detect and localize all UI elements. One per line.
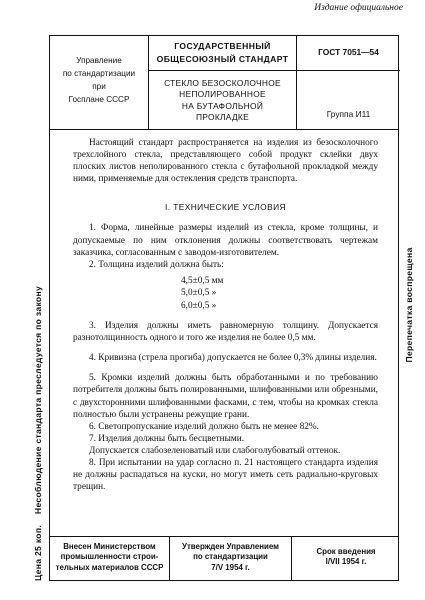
intro-paragraph: Настоящий стандарт распространяется на изделия из безосколочного трехслойного стекла, представляющего собой продукт склейки двух плоских листов неполированного стекла с бутафольной прокладкой между ними, применяемые для остекления средств транспорта. [73,138,378,185]
document-title-line: ПРОКЛАДКЕ [195,112,249,123]
price-label-vertical: Цена 25 коп. [33,524,43,582]
header-block [50,36,398,130]
approved-by-line: по стандартизации [193,552,268,562]
document-title-line: НА БУТАФОЛЬНОЙ [181,100,264,111]
effective-date [292,547,400,568]
approved-by-line: 7/V 1954 г. [211,562,250,572]
authority-line: Управление [76,56,122,65]
effective-date-line: I/VII 1954 г. [325,557,367,567]
introduced-by-line: промышленности строи- [60,552,159,562]
authority-line: Госплане СССР [68,95,130,104]
authority-line: при [92,82,106,91]
clause-7: 7. Изделия должны быть бесцветными. [89,433,245,444]
clause-2: 2. Толщина изделий должна быть: [89,259,224,270]
document-title-line: НЕПОЛИРОВАННОЕ [179,89,266,100]
clause-6: 6. Светопропускание изделий должно быть не менее 82%. [89,421,319,432]
clause-8: 8. При испытании на удар согласно п. 21 настоящего стандарта изделия не должны распадаться на куски, но могут иметь сеть радиально-круговых трещин. [73,458,378,493]
thickness-list [181,275,378,312]
introduced-by-line: Внесен Министерством [63,542,156,551]
section-title: I. ТЕХНИЧЕСКИЕ УСЛОВИЯ [165,202,286,213]
clause-7-note: Допускается слабозеленоватый или слабоголубоватый оттенок. [89,445,341,456]
introduced-by-line: тельных материалов СССР [55,562,164,572]
clause-1: 1. Форма, линейные размеры изделий из стекла, кроме толщины, и допускаемые по ним отклонения должны соответствовать чертежам заказчика, согласованным с заводом-изготовителем. [73,223,378,258]
clause-3: 3. Изделия должны иметь равномерную толщину. Допускается разнотолщинность одного и того же изделия не более 0,5 мм. [73,321,378,344]
document-title-line: СТЕКЛО БЕЗОСКОЛОЧНОЕ [164,78,281,88]
approved-by [170,542,291,573]
effective-date-line: Срок введения [316,547,376,556]
clause-5: 5. Кромки изделий должны быть обработанными и по требованию потребителя должны быть полированными, шлифованными или обрезными, с двухсторонними шлифованными фасками, с тем, чтобы на кромках стекла полностью были устранены режущие грани. [73,373,378,420]
thickness-value: 4,5±0,5 мм [181,275,224,286]
reprint-notice-vertical: Перепечатка воспрещена [404,247,414,363]
standard-type-line: ГОСУДАРСТВЕННЫЙ [174,41,271,51]
header-divider [148,70,400,71]
standard-type-line: ОБЩЕСОЮЗНЫЙ СТАНДАРТ [156,54,289,64]
legal-notice-vertical: Несоблюдение стандарта преследуется по закону [33,285,43,515]
approved-by-line: Утвержден Управлением [182,542,279,551]
thickness-value: 6,0±0,5 » [181,300,217,311]
standard-type-title [149,40,296,66]
edition-label: Издание официальное [314,3,403,13]
introduced-by [50,542,169,573]
classification-group: Группа И11 [326,109,371,119]
standard-frame [49,35,399,581]
thickness-value: 5,0±0,5 » [181,288,217,299]
clause-4: 4. Кривизна (стрела прогиба) допускается не более 0,3% длины изделия. [89,353,377,364]
footer-block [50,536,398,580]
issuing-authority [50,54,148,106]
document-title [149,78,296,124]
document-body [73,137,378,493]
gost-code: ГОСТ 7051—54 [318,47,379,57]
authority-line: по стандартизации [62,69,136,78]
